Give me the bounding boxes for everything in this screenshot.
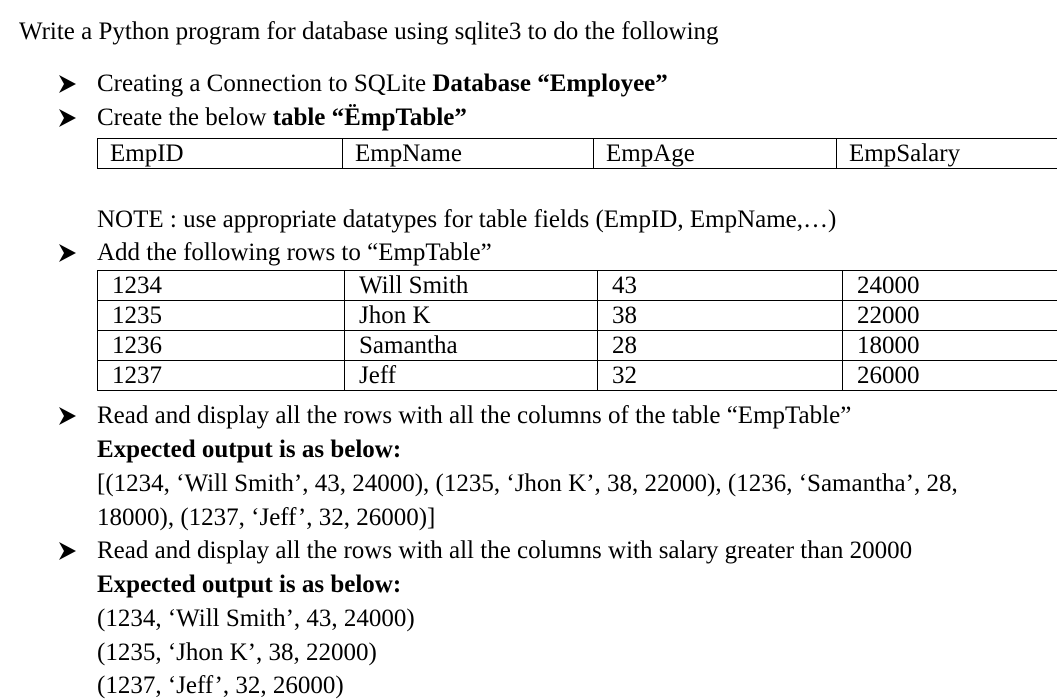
cell-empsalary: 26000: [843, 361, 1057, 391]
arrowhead-bullet-icon: [54, 240, 79, 265]
expected-output-all-line1: [(1234, ‘Will Smith’, 43, 24000), (1235, ‘Jhon K’, 38, 22000), (1236, ‘Samantha’, 28,: [97, 470, 958, 497]
schema-column-empname: EmpName: [343, 139, 594, 169]
step-connect: [97, 71, 668, 96]
schema-column-empage: EmpAge: [594, 139, 837, 169]
cell-empid: 1234: [98, 271, 345, 301]
cell-empage: 43: [598, 271, 843, 301]
schema-header-row: [98, 139, 1057, 169]
expected-output-filtered-row: (1234, ‘Will Smith’, 43, 24000): [97, 605, 415, 632]
step-create-table: [97, 105, 467, 130]
step-connect-database-name: Database “Employee”: [432, 70, 668, 97]
cell-empname: Jeff: [345, 361, 598, 391]
cell-empid: 1236: [98, 331, 345, 361]
schema-column-empsalary: EmpSalary: [837, 139, 1057, 169]
table-row: [98, 301, 1057, 331]
cell-empage: 28: [598, 331, 843, 361]
expected-output-filtered-row: (1235, ‘Jhon K’, 38, 22000): [97, 639, 377, 666]
arrowhead-bullet-icon: [54, 71, 79, 96]
arrowhead-bullet-icon: [54, 105, 79, 130]
cell-empage: 38: [598, 301, 843, 331]
table-row: [98, 271, 1057, 301]
cell-empid: 1237: [98, 361, 345, 391]
employee-rows-table: [97, 270, 1057, 391]
expected-output-label: Expected output is as below:: [97, 436, 402, 463]
cell-empname: Will Smith: [345, 271, 598, 301]
cell-empsalary: 24000: [843, 271, 1057, 301]
cell-empage: 32: [598, 361, 843, 391]
expected-output-label: Expected output is as below:: [97, 571, 402, 598]
cell-empsalary: 22000: [843, 301, 1057, 331]
table-row: [98, 361, 1057, 391]
step-create-table-name: table “ËmpTable”: [272, 104, 467, 131]
step-create-prefix: Create the below: [97, 104, 273, 131]
cell-empsalary: 18000: [843, 331, 1057, 361]
schema-column-empid: EmpID: [98, 139, 343, 169]
cell-empname: Jhon K: [345, 301, 598, 331]
step-connect-prefix: Creating a Connection to SQLite: [97, 70, 433, 97]
step-read-filtered: Read and display all the rows with all the columns with salary greater than 20000: [97, 537, 913, 564]
step-read-all: Read and display all the rows with all the columns of the table “EmpTable”: [97, 402, 852, 429]
expected-output-filtered-row: (1237, ‘Jeff’, 32, 26000): [97, 672, 344, 699]
arrowhead-bullet-icon: [54, 538, 79, 563]
cell-empid: 1235: [98, 301, 345, 331]
cell-empname: Samantha: [345, 331, 598, 361]
arrowhead-bullet-icon: [54, 403, 79, 428]
expected-output-all-line2: 18000), (1237, ‘Jeff’, 32, 26000)]: [97, 504, 436, 531]
assignment-title: Write a Python program for database using sqlite3 to do the following: [19, 18, 719, 45]
datatype-note: NOTE : use appropriate datatypes for table fields (EmpID, EmpName,…): [97, 206, 837, 233]
table-row: [98, 331, 1057, 361]
step-add-rows: Add the following rows to “EmpTable”: [97, 239, 492, 266]
schema-table: [97, 138, 1057, 169]
